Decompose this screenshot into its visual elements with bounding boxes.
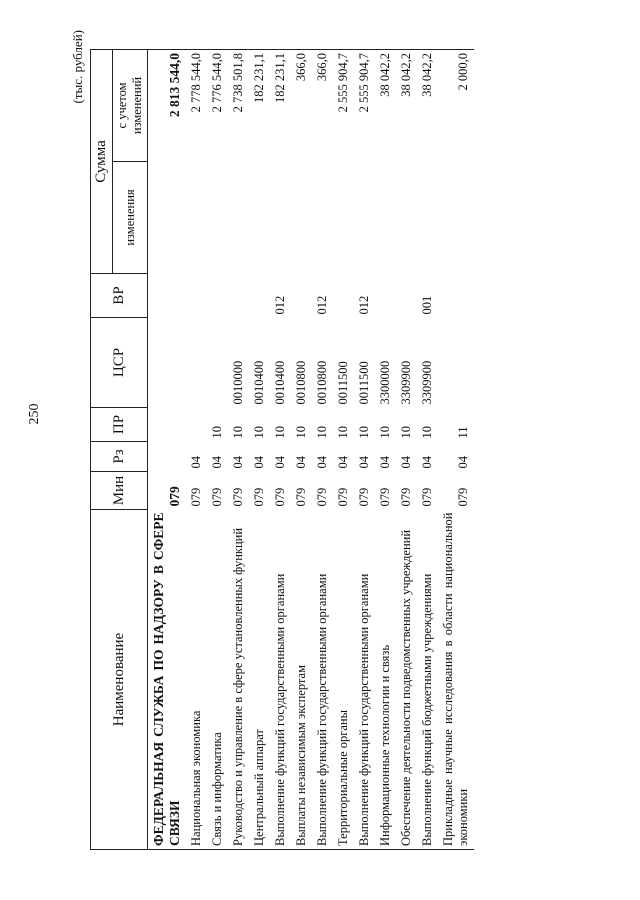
budget-table (90, 49, 474, 850)
row-name: Выполнение функций государственными органами (270, 510, 291, 850)
row-total: 366,0 (291, 49, 312, 161)
row-min: 079 (378, 487, 393, 507)
row-change (270, 162, 291, 274)
row-name: ФЕДЕРАЛЬНАЯ СЛУЖБА ПО НАДЗОРУ В СФЕРЕ СВЯЗИ (148, 510, 187, 850)
row-min: 079 (294, 487, 309, 507)
row-total: 2 738 501,8 (228, 49, 249, 161)
row-name: Информационные технологии и связь (375, 510, 396, 850)
row-name: Территориальные органы (333, 510, 354, 850)
header-vr: ВР (91, 274, 148, 318)
row-vr (148, 274, 187, 318)
row-pr (148, 408, 187, 442)
row-change (186, 162, 207, 274)
row-csr: 0010000 (231, 360, 246, 405)
row-min: 079 (399, 487, 414, 507)
header-sum: Сумма (91, 49, 113, 273)
row-min: 079 (189, 487, 204, 507)
table-row (438, 49, 474, 849)
row-csr (207, 318, 228, 408)
row-name: Выполнение функций государственными органами (354, 510, 375, 850)
header-rz: Рз (91, 442, 148, 472)
row-min: 079 (231, 487, 246, 507)
row-pr: 10 (294, 426, 309, 439)
row-vr (375, 274, 396, 318)
row-change (333, 162, 354, 274)
row-total: 38 042,2 (417, 49, 438, 161)
table-row (333, 49, 354, 849)
header-with-changes: с учетом изменений (113, 49, 148, 161)
row-name: Центральный аппарат (249, 510, 270, 850)
row-change (148, 162, 187, 274)
row-name: Обеспечение деятельности подведомственных учреждений (396, 510, 417, 850)
table-row (228, 49, 249, 849)
row-csr: 3309900 (399, 360, 414, 405)
row-pr: 11 (456, 426, 471, 439)
row-name: Выплаты независимым экспертам (291, 510, 312, 850)
row-total: 182 231,1 (249, 49, 270, 161)
row-min: 079 (252, 487, 267, 507)
row-vr: 012 (315, 295, 330, 315)
row-vr (396, 274, 417, 318)
row-min: 079 (420, 487, 435, 507)
row-rz: 04 (273, 456, 288, 469)
row-pr: 10 (378, 426, 393, 439)
row-total: 2 776 544,0 (207, 49, 228, 161)
row-pr (186, 408, 207, 442)
row-pr: 10 (399, 426, 414, 439)
row-rz: 04 (210, 456, 225, 469)
row-csr: 0010400 (252, 360, 267, 405)
row-rz: 04 (456, 456, 471, 469)
table-row (207, 49, 228, 849)
table-row (249, 49, 270, 849)
row-pr: 10 (210, 426, 225, 439)
row-total: 2 000,0 (438, 49, 474, 161)
row-rz: 04 (336, 456, 351, 469)
row-pr: 10 (273, 426, 288, 439)
row-vr (207, 274, 228, 318)
table-row (186, 49, 207, 849)
row-change (438, 162, 474, 274)
table-row (270, 49, 291, 849)
row-change (249, 162, 270, 274)
table-row (417, 49, 438, 849)
row-vr (249, 274, 270, 318)
row-change (228, 162, 249, 274)
row-rz (148, 442, 187, 472)
row-name: Национальная экономика (186, 510, 207, 850)
row-vr: 012 (357, 295, 372, 315)
row-csr: 0010800 (315, 360, 330, 405)
row-rz: 04 (378, 456, 393, 469)
row-vr (438, 274, 474, 318)
row-total: 38 042,2 (375, 49, 396, 161)
row-csr (186, 318, 207, 408)
row-csr (148, 318, 187, 408)
budget-sheet (70, 30, 590, 850)
row-total: 2 813 544,0 (148, 49, 187, 161)
table-row (396, 49, 417, 849)
row-vr (333, 274, 354, 318)
row-rz: 04 (189, 456, 204, 469)
row-total: 2 555 904,7 (354, 49, 375, 161)
row-pr: 10 (336, 426, 351, 439)
row-rz: 04 (399, 456, 414, 469)
table-header (91, 49, 148, 849)
row-min: 079 (456, 487, 471, 507)
row-csr: 0010400 (273, 360, 288, 405)
row-total: 2 778 544,0 (186, 49, 207, 161)
row-name: Прикладные научные исследования в области национальной экономики (438, 510, 474, 850)
row-rz: 04 (294, 456, 309, 469)
row-rz: 04 (420, 456, 435, 469)
row-name: Связь и информатика (207, 510, 228, 850)
row-csr: 3309900 (420, 360, 435, 405)
row-total: 2 555 904,7 (333, 49, 354, 161)
row-change (312, 162, 333, 274)
row-change (396, 162, 417, 274)
row-min: 079 (167, 486, 183, 507)
row-total: 38 042,2 (396, 49, 417, 161)
row-vr (291, 274, 312, 318)
row-vr (228, 274, 249, 318)
header-pr: ПР (91, 408, 148, 442)
row-total: 182 231,1 (270, 49, 291, 161)
table-row (312, 49, 333, 849)
row-pr: 10 (231, 426, 246, 439)
row-name: Выполнение функций бюджетными учреждениями (417, 510, 438, 850)
row-csr (438, 318, 474, 408)
page-number: 250 (27, 403, 42, 425)
row-pr: 10 (420, 426, 435, 439)
row-csr: 3300000 (378, 360, 393, 405)
table-body (148, 49, 475, 849)
table-row (354, 49, 375, 849)
row-rz: 04 (252, 456, 267, 469)
header-csr: ЦСР (91, 318, 148, 408)
row-vr (186, 274, 207, 318)
row-min: 079 (357, 487, 372, 507)
row-min: 079 (336, 487, 351, 507)
row-name: Выполнение функций государственными органами (312, 510, 333, 850)
header-name: Наименование (91, 510, 148, 850)
row-change (354, 162, 375, 274)
row-change (375, 162, 396, 274)
row-pr: 10 (252, 426, 267, 439)
units-label: (тыс. рублей) (70, 30, 85, 104)
row-csr: 0011500 (357, 361, 372, 405)
row-csr: 0011500 (336, 361, 351, 405)
row-pr: 10 (315, 426, 330, 439)
table-row (375, 49, 396, 849)
row-min: 079 (273, 487, 288, 507)
row-min: 079 (315, 487, 330, 507)
row-rz: 04 (357, 456, 372, 469)
row-change (291, 162, 312, 274)
row-min: 079 (210, 487, 225, 507)
row-pr: 10 (357, 426, 372, 439)
row-total: 366,0 (312, 49, 333, 161)
table-row (291, 49, 312, 849)
table-row (148, 49, 187, 849)
header-changes: изменения (113, 162, 148, 274)
row-name: Руководство и управление в сфере установленных функций (228, 510, 249, 850)
row-change (417, 162, 438, 274)
row-change (207, 162, 228, 274)
row-vr: 012 (273, 295, 288, 315)
row-rz: 04 (231, 456, 246, 469)
row-vr: 001 (420, 295, 435, 315)
header-min: Мин (91, 472, 148, 510)
row-csr: 0010800 (294, 360, 309, 405)
row-rz: 04 (315, 456, 330, 469)
